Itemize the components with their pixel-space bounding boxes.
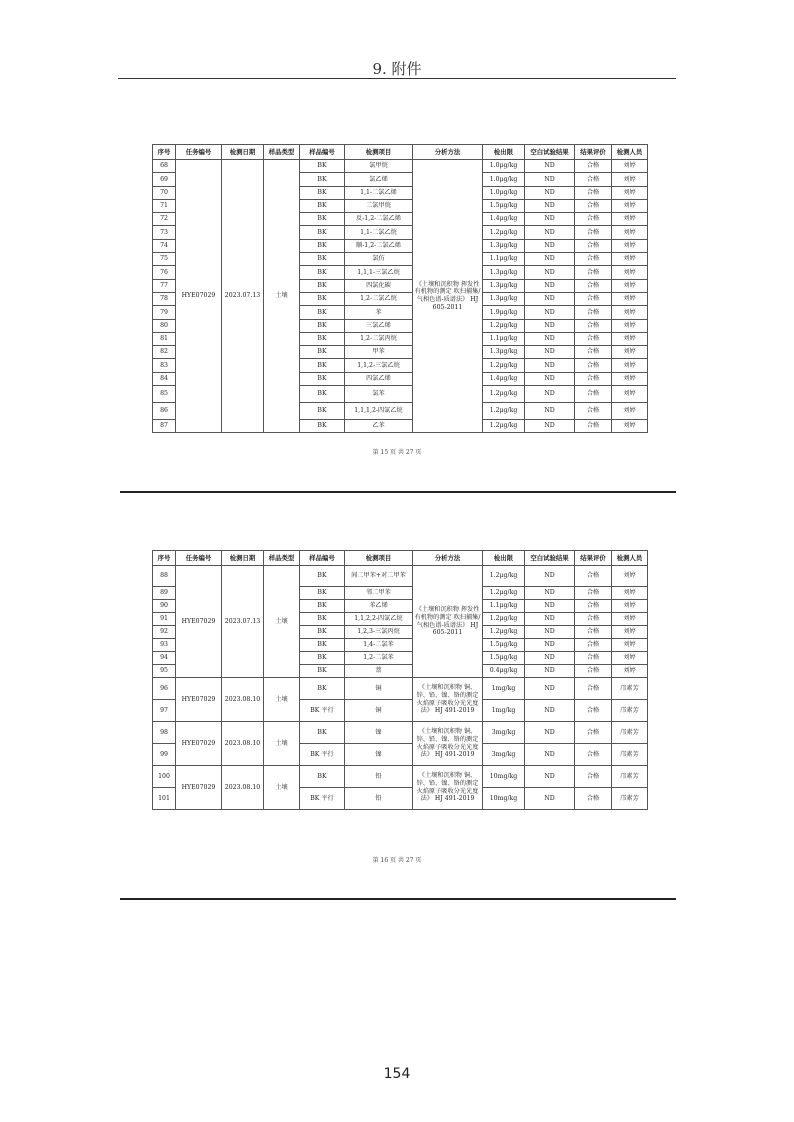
analysis-method: 《土壤和沉积物 铜、锌、铅、镍、铬的测定 火焰原子吸收分光光度法》 HJ 491-2019	[413, 766, 483, 810]
evaluation: 合格	[575, 199, 612, 212]
sample-code: BK	[300, 266, 345, 279]
sample-code: BK	[300, 639, 345, 652]
table-row	[153, 678, 648, 700]
test-item: 苯乙烯	[345, 600, 413, 613]
detection-limit: 1.3μg/kg	[483, 279, 525, 292]
blank-result: ND	[525, 292, 575, 305]
header-row	[153, 145, 648, 160]
row-number: 101	[153, 788, 176, 810]
evaluation: 合格	[575, 420, 612, 433]
blank-result: ND	[525, 626, 575, 639]
blank-result: ND	[525, 173, 575, 186]
blank-result: ND	[525, 279, 575, 292]
sample-code: BK 平行	[300, 744, 345, 766]
detection-limit: 1.5μg/kg	[483, 639, 525, 652]
blank-result: ND	[525, 744, 575, 766]
inspector: 刘婷	[612, 319, 648, 332]
inspector: 刘婷	[612, 566, 648, 587]
test-date: 2023.07.13	[222, 160, 264, 433]
detection-limit: 1.2μg/kg	[483, 566, 525, 587]
blank-result: ND	[525, 766, 575, 788]
evaluation: 合格	[575, 160, 612, 173]
blank-result: ND	[525, 652, 575, 665]
test-item: 1,1,2-三氯乙烷	[345, 359, 413, 372]
row-number: 85	[153, 386, 176, 403]
column-header: 结果评价	[575, 145, 612, 160]
sample-type: 土壤	[264, 722, 300, 766]
test-item: 1,1-二氯乙烯	[345, 186, 413, 199]
column-header: 结果评价	[575, 551, 612, 566]
test-item: 1,4-二氯苯	[345, 639, 413, 652]
sample-code: BK 平行	[300, 788, 345, 810]
sample-code: BK	[300, 160, 345, 173]
detection-limit: 1.4μg/kg	[483, 213, 525, 226]
blank-result: ND	[525, 600, 575, 613]
row-number: 84	[153, 372, 176, 385]
sample-code: BK	[300, 359, 345, 372]
column-header: 空白试验结果	[525, 551, 575, 566]
results-table-page-16	[152, 550, 648, 810]
evaluation: 合格	[575, 292, 612, 305]
row-number: 97	[153, 700, 176, 722]
row-number: 94	[153, 652, 176, 665]
detection-limit: 1.5μg/kg	[483, 199, 525, 212]
detection-limit: 1.0μg/kg	[483, 160, 525, 173]
detection-limit: 1.1μg/kg	[483, 253, 525, 266]
evaluation: 合格	[575, 186, 612, 199]
test-item: 甲苯	[345, 346, 413, 359]
row-number: 72	[153, 213, 176, 226]
detection-limit: 3mg/kg	[483, 744, 525, 766]
evaluation: 合格	[575, 319, 612, 332]
inspector: 刘婷	[612, 420, 648, 433]
detection-limit: 10mg/kg	[483, 766, 525, 788]
test-item: 顺-1,2-二氯乙烯	[345, 239, 413, 252]
row-number: 91	[153, 613, 176, 626]
test-item: 铅	[345, 788, 413, 810]
column-header: 检测人员	[612, 145, 648, 160]
test-item: 1,2-二氯丙烷	[345, 332, 413, 345]
detection-limit: 1.2μg/kg	[483, 226, 525, 239]
test-item: 氯甲烷	[345, 160, 413, 173]
blank-result: ND	[525, 722, 575, 744]
detection-limit: 1.2μg/kg	[483, 319, 525, 332]
inspector: 刘婷	[612, 359, 648, 372]
test-item: 乙苯	[345, 420, 413, 433]
header-row	[153, 551, 648, 566]
evaluation: 合格	[575, 788, 612, 810]
test-date: 2023.08.10	[222, 766, 264, 810]
inspector: 刘婷	[612, 279, 648, 292]
blank-result: ND	[525, 613, 575, 626]
detection-limit: 1.1μg/kg	[483, 332, 525, 345]
evaluation: 合格	[575, 386, 612, 403]
inspector: 邝素芳	[612, 744, 648, 766]
row-number: 74	[153, 239, 176, 252]
inspector: 刘婷	[612, 639, 648, 652]
test-item: 1,1,2,2-四氯乙烷	[345, 613, 413, 626]
detection-limit: 1.2μg/kg	[483, 587, 525, 600]
detection-limit: 1.5μg/kg	[483, 652, 525, 665]
sample-code: BK	[300, 372, 345, 385]
column-header: 检测人员	[612, 551, 648, 566]
column-header: 样品编号	[300, 145, 345, 160]
inspector: 邝素芳	[612, 678, 648, 700]
blank-result: ND	[525, 665, 575, 678]
sample-code: BK	[300, 306, 345, 319]
row-number: 90	[153, 600, 176, 613]
test-item: 镍	[345, 722, 413, 744]
inspector: 刘婷	[612, 403, 648, 420]
column-header: 检出限	[483, 145, 525, 160]
page-number: 154	[383, 1066, 411, 1082]
evaluation: 合格	[575, 403, 612, 420]
evaluation: 合格	[575, 665, 612, 678]
detection-limit: 1.2μg/kg	[483, 403, 525, 420]
sample-code: BK	[300, 386, 345, 403]
column-header: 检测日期	[222, 145, 264, 160]
row-number: 88	[153, 566, 176, 587]
blank-result: ND	[525, 420, 575, 433]
task-number: HYE07029	[176, 678, 222, 722]
detection-limit: 1.3μg/kg	[483, 346, 525, 359]
row-number: 71	[153, 199, 176, 212]
evaluation: 合格	[575, 566, 612, 587]
task-number: HYE07029	[176, 766, 222, 810]
column-header: 序号	[153, 551, 176, 566]
detection-limit: 3mg/kg	[483, 722, 525, 744]
blank-result: ND	[525, 386, 575, 403]
inspector: 刘婷	[612, 626, 648, 639]
sample-code: BK	[300, 332, 345, 345]
row-number: 89	[153, 587, 176, 600]
sample-code: BK	[300, 587, 345, 600]
evaluation: 合格	[575, 266, 612, 279]
test-item: 氯仿	[345, 253, 413, 266]
blank-result: ND	[525, 319, 575, 332]
sample-code: BK	[300, 766, 345, 788]
evaluation: 合格	[575, 239, 612, 252]
column-header: 样品类型	[264, 145, 300, 160]
evaluation: 合格	[575, 639, 612, 652]
inspector: 刘婷	[612, 665, 648, 678]
analysis-method: 《土壤和沉积物 挥发性有机物的测定 吹扫捕集/气相色谱-质谱法》 HJ 605-2011	[413, 160, 483, 433]
inspector: 刘婷	[612, 292, 648, 305]
table-row	[153, 160, 648, 173]
blank-result: ND	[525, 346, 575, 359]
blank-result: ND	[525, 239, 575, 252]
test-item: 铜	[345, 678, 413, 700]
test-item: 萘	[345, 665, 413, 678]
test-item: 1,1,1-三氯乙烷	[345, 266, 413, 279]
column-header: 任务编号	[176, 551, 222, 566]
row-number: 68	[153, 160, 176, 173]
evaluation: 合格	[575, 226, 612, 239]
row-number: 81	[153, 332, 176, 345]
page-separator	[120, 491, 676, 493]
detection-limit: 1.2μg/kg	[483, 626, 525, 639]
evaluation: 合格	[575, 279, 612, 292]
column-header: 检测项目	[345, 551, 413, 566]
sample-code: BK	[300, 420, 345, 433]
test-item: 1,1,1,2-四氯乙烷	[345, 403, 413, 420]
sample-type: 土壤	[264, 566, 300, 678]
inspector: 邝素芳	[612, 788, 648, 810]
row-number: 98	[153, 722, 176, 744]
task-number: HYE07029	[176, 722, 222, 766]
sample-code: BK	[300, 186, 345, 199]
sample-code: BK	[300, 173, 345, 186]
blank-result: ND	[525, 306, 575, 319]
evaluation: 合格	[575, 332, 612, 345]
test-item: 铜	[345, 700, 413, 722]
inspector: 刘婷	[612, 266, 648, 279]
results-table-page-15	[152, 144, 648, 433]
sample-code: BK	[300, 292, 345, 305]
row-number: 77	[153, 279, 176, 292]
inspector: 刘婷	[612, 239, 648, 252]
blank-result: ND	[525, 566, 575, 587]
blank-result: ND	[525, 700, 575, 722]
table-row	[153, 566, 648, 587]
test-item: 苯	[345, 306, 413, 319]
inspector: 刘婷	[612, 386, 648, 403]
row-number: 73	[153, 226, 176, 239]
evaluation: 合格	[575, 372, 612, 385]
sample-code: BK	[300, 722, 345, 744]
row-number: 87	[153, 420, 176, 433]
task-number: HYE07029	[176, 160, 222, 433]
inspector: 刘婷	[612, 613, 648, 626]
blank-result: ND	[525, 678, 575, 700]
inspector: 刘婷	[612, 186, 648, 199]
sample-code: BK	[300, 279, 345, 292]
blank-result: ND	[525, 160, 575, 173]
column-header: 序号	[153, 145, 176, 160]
detection-limit: 1.3μg/kg	[483, 292, 525, 305]
evaluation: 合格	[575, 213, 612, 226]
column-header: 检出限	[483, 551, 525, 566]
column-header: 任务编号	[176, 145, 222, 160]
blank-result: ND	[525, 372, 575, 385]
blank-result: ND	[525, 788, 575, 810]
evaluation: 合格	[575, 253, 612, 266]
blank-result: ND	[525, 403, 575, 420]
test-item: 四氯乙烯	[345, 372, 413, 385]
detection-limit: 1.0μg/kg	[483, 186, 525, 199]
column-header: 检测项目	[345, 145, 413, 160]
sample-type: 土壤	[264, 678, 300, 722]
test-item: 四氯化碳	[345, 279, 413, 292]
inspector: 刘婷	[612, 173, 648, 186]
test-item: 二氯甲烷	[345, 199, 413, 212]
evaluation: 合格	[575, 626, 612, 639]
sample-code: BK	[300, 403, 345, 420]
evaluation: 合格	[575, 678, 612, 700]
row-number: 70	[153, 186, 176, 199]
blank-result: ND	[525, 639, 575, 652]
detection-limit: 1.2μg/kg	[483, 386, 525, 403]
detection-limit: 1.2μg/kg	[483, 420, 525, 433]
row-number: 95	[153, 665, 176, 678]
sample-code: BK	[300, 678, 345, 700]
evaluation: 合格	[575, 600, 612, 613]
column-header: 空白试验结果	[525, 145, 575, 160]
detection-limit: 0.4μg/kg	[483, 665, 525, 678]
detection-limit: 1mg/kg	[483, 678, 525, 700]
row-number: 83	[153, 359, 176, 372]
page-note-15: 第 15 页 共 27 页	[372, 449, 422, 456]
sample-code: BK	[300, 600, 345, 613]
inspector: 刘婷	[612, 652, 648, 665]
blank-result: ND	[525, 253, 575, 266]
test-item: 1,2-二氯苯	[345, 652, 413, 665]
table-row	[153, 766, 648, 788]
evaluation: 合格	[575, 306, 612, 319]
test-item: 氯乙烯	[345, 173, 413, 186]
sample-code: BK	[300, 319, 345, 332]
inspector: 邝素芳	[612, 722, 648, 744]
evaluation: 合格	[575, 613, 612, 626]
inspector: 刘婷	[612, 306, 648, 319]
blank-result: ND	[525, 266, 575, 279]
detection-limit: 1.2μg/kg	[483, 613, 525, 626]
row-number: 78	[153, 292, 176, 305]
row-number: 99	[153, 744, 176, 766]
test-item: 氯苯	[345, 386, 413, 403]
blank-result: ND	[525, 199, 575, 212]
page-note-16: 第 16 页 共 27 页	[372, 857, 422, 864]
inspector: 刘婷	[612, 199, 648, 212]
evaluation: 合格	[575, 346, 612, 359]
blank-result: ND	[525, 332, 575, 345]
sample-code: BK	[300, 665, 345, 678]
evaluation: 合格	[575, 359, 612, 372]
test-item: 镍	[345, 744, 413, 766]
evaluation: 合格	[575, 722, 612, 744]
test-item: 1,2,3-三氯丙烷	[345, 626, 413, 639]
evaluation: 合格	[575, 700, 612, 722]
test-item: 反-1,2-二氯乙烯	[345, 213, 413, 226]
inspector: 刘婷	[612, 226, 648, 239]
row-number: 100	[153, 766, 176, 788]
column-header: 样品类型	[264, 551, 300, 566]
blank-result: ND	[525, 359, 575, 372]
sample-type: 土壤	[264, 160, 300, 433]
detection-limit: 1mg/kg	[483, 700, 525, 722]
detection-limit: 1.2μg/kg	[483, 359, 525, 372]
inspector: 刘婷	[612, 160, 648, 173]
evaluation: 合格	[575, 766, 612, 788]
row-number: 82	[153, 346, 176, 359]
sample-code: BK 平行	[300, 700, 345, 722]
test-item: 1,1-二氯乙烷	[345, 226, 413, 239]
test-date: 2023.08.10	[222, 722, 264, 766]
section-title: 9. 附件	[372, 60, 422, 78]
sample-code: BK	[300, 652, 345, 665]
inspector: 刘婷	[612, 253, 648, 266]
row-number: 93	[153, 639, 176, 652]
analysis-method: 《土壤和沉积物 铜、锌、铅、镍、铬的测定 火焰原子吸收分光光度法》 HJ 491-2019	[413, 722, 483, 766]
test-item: 间二甲苯+对二甲苯	[345, 566, 413, 587]
row-number: 92	[153, 626, 176, 639]
sample-code: BK	[300, 239, 345, 252]
inspector: 刘婷	[612, 372, 648, 385]
test-item: 铅	[345, 766, 413, 788]
blank-result: ND	[525, 226, 575, 239]
sample-code: BK	[300, 346, 345, 359]
sample-code: BK	[300, 626, 345, 639]
analysis-method: 《土壤和沉积物 挥发性有机物的测定 吹扫捕集/气相色谱-质谱法》 HJ 605-2011	[413, 566, 483, 678]
evaluation: 合格	[575, 587, 612, 600]
test-item: 三氯乙烯	[345, 319, 413, 332]
header-divider	[118, 78, 676, 79]
detection-limit: 1.9μg/kg	[483, 306, 525, 319]
test-date: 2023.08.10	[222, 678, 264, 722]
column-header: 分析方法	[413, 551, 483, 566]
sample-code: BK	[300, 566, 345, 587]
inspector: 邝素芳	[612, 700, 648, 722]
detection-limit: 1.0μg/kg	[483, 173, 525, 186]
table-row	[153, 722, 648, 744]
sample-code: BK	[300, 613, 345, 626]
column-header: 样品编号	[300, 551, 345, 566]
row-number: 75	[153, 253, 176, 266]
row-number: 79	[153, 306, 176, 319]
inspector: 邝素芳	[612, 766, 648, 788]
sample-code: BK	[300, 226, 345, 239]
sample-code: BK	[300, 199, 345, 212]
detection-limit: 1.3μg/kg	[483, 239, 525, 252]
blank-result: ND	[525, 587, 575, 600]
page-separator	[120, 898, 676, 900]
sample-type: 土壤	[264, 766, 300, 810]
detection-limit: 1.1μg/kg	[483, 600, 525, 613]
inspector: 刘婷	[612, 587, 648, 600]
analysis-method: 《土壤和沉积物 铜、锌、铅、镍、铬的测定 火焰原子吸收分光光度法》 HJ 491-2019	[413, 678, 483, 722]
inspector: 刘婷	[612, 213, 648, 226]
row-number: 69	[153, 173, 176, 186]
test-item: 1,2-二氯乙烷	[345, 292, 413, 305]
inspector: 刘婷	[612, 600, 648, 613]
detection-limit: 1.4μg/kg	[483, 372, 525, 385]
evaluation: 合格	[575, 744, 612, 766]
test-date: 2023.07.13	[222, 566, 264, 678]
column-header: 检测日期	[222, 551, 264, 566]
sample-code: BK	[300, 213, 345, 226]
inspector: 刘婷	[612, 346, 648, 359]
evaluation: 合格	[575, 652, 612, 665]
column-header: 分析方法	[413, 145, 483, 160]
row-number: 76	[153, 266, 176, 279]
test-item: 邻二甲苯	[345, 587, 413, 600]
row-number: 86	[153, 403, 176, 420]
row-number: 96	[153, 678, 176, 700]
blank-result: ND	[525, 186, 575, 199]
blank-result: ND	[525, 213, 575, 226]
detection-limit: 10mg/kg	[483, 788, 525, 810]
row-number: 80	[153, 319, 176, 332]
task-number: HYE07029	[176, 566, 222, 678]
evaluation: 合格	[575, 173, 612, 186]
sample-code: BK	[300, 253, 345, 266]
inspector: 刘婷	[612, 332, 648, 345]
detection-limit: 1.3μg/kg	[483, 266, 525, 279]
